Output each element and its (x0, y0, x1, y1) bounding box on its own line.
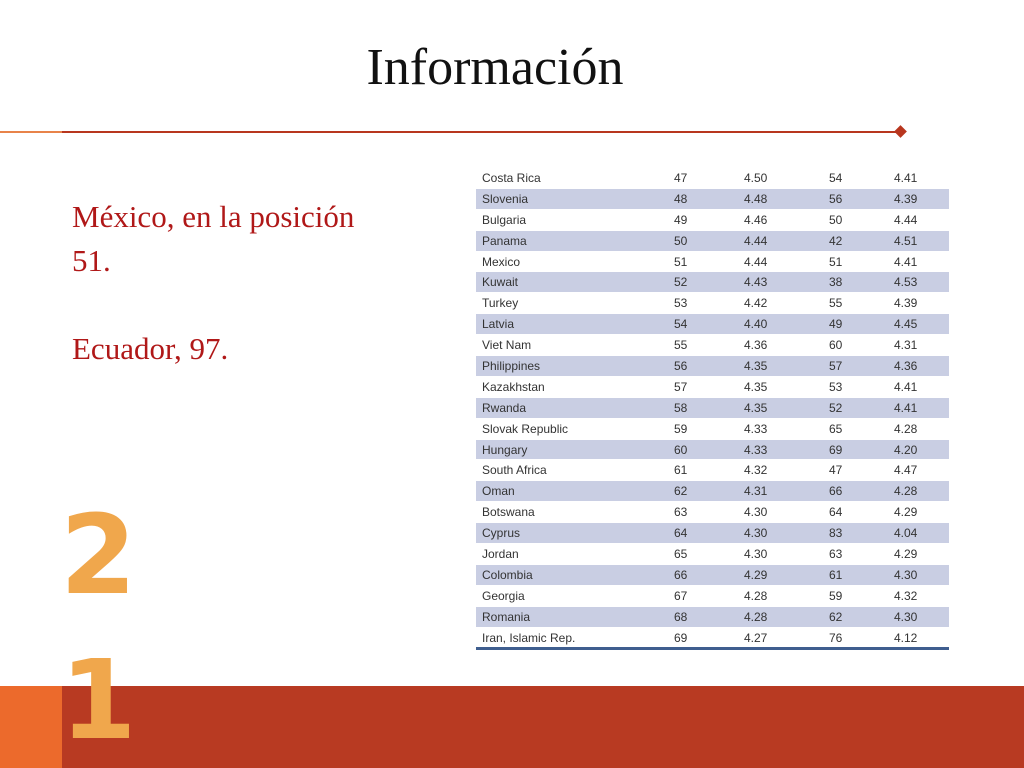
table-row (476, 272, 949, 293)
value-cell: 62 (674, 481, 744, 502)
table-row (476, 293, 949, 314)
table-row (476, 418, 949, 439)
table-row (476, 314, 949, 335)
table-row (476, 439, 949, 460)
country-cell: Romania (476, 606, 674, 627)
table-row (476, 356, 949, 377)
value-cell: 4.44 (894, 209, 949, 230)
value-cell: 4.36 (744, 335, 829, 356)
value-cell: 61 (829, 564, 894, 585)
value-cell: 59 (829, 585, 894, 606)
country-cell: Slovenia (476, 188, 674, 209)
table-row (476, 502, 949, 523)
value-cell: 4.42 (744, 293, 829, 314)
value-cell: 47 (674, 168, 744, 189)
value-cell: 4.35 (744, 397, 829, 418)
table-row (476, 460, 949, 481)
table-row (476, 188, 949, 209)
value-cell: 4.29 (894, 502, 949, 523)
value-cell: 53 (674, 293, 744, 314)
value-cell: 60 (829, 335, 894, 356)
value-cell: 52 (829, 397, 894, 418)
value-cell: 83 (829, 523, 894, 544)
table-bottom-rule (476, 647, 949, 650)
value-cell: 52 (674, 272, 744, 293)
value-cell: 4.32 (894, 585, 949, 606)
value-cell: 63 (674, 502, 744, 523)
value-cell: 69 (829, 439, 894, 460)
value-cell: 4.41 (894, 251, 949, 272)
country-cell: Hungary (476, 439, 674, 460)
value-cell: 4.32 (744, 460, 829, 481)
value-cell: 4.31 (744, 481, 829, 502)
value-cell: 66 (829, 481, 894, 502)
value-cell: 4.28 (744, 606, 829, 627)
value-cell: 48 (674, 188, 744, 209)
body-line-mexico: México, en la posición (72, 199, 355, 234)
value-cell: 4.45 (894, 314, 949, 335)
title-rule-accent (0, 131, 62, 133)
body-line-rank: 51. (72, 243, 111, 278)
footer-band (0, 686, 1024, 768)
value-cell: 4.28 (894, 481, 949, 502)
value-cell: 56 (829, 188, 894, 209)
ranking-table-body (476, 168, 949, 648)
value-cell: 4.53 (894, 272, 949, 293)
body-line-ecuador: Ecuador, 97. (72, 331, 229, 366)
table-row (476, 627, 949, 647)
value-cell: 64 (674, 523, 744, 544)
value-cell: 4.30 (894, 606, 949, 627)
value-cell: 60 (674, 439, 744, 460)
value-cell: 69 (674, 627, 744, 647)
table-row (476, 606, 949, 627)
table-row (476, 481, 949, 502)
value-cell: 59 (674, 418, 744, 439)
table-row (476, 544, 949, 565)
title-rule (62, 131, 900, 133)
country-cell: Slovak Republic (476, 418, 674, 439)
value-cell: 4.51 (894, 230, 949, 251)
value-cell: 4.30 (744, 502, 829, 523)
value-cell: 4.47 (894, 460, 949, 481)
table-row (476, 523, 949, 544)
value-cell: 4.46 (744, 209, 829, 230)
value-cell: 4.04 (894, 523, 949, 544)
value-cell: 4.31 (894, 335, 949, 356)
value-cell: 53 (829, 376, 894, 397)
value-cell: 4.33 (744, 439, 829, 460)
country-cell: South Africa (476, 460, 674, 481)
table-row (476, 564, 949, 585)
country-cell: Latvia (476, 314, 674, 335)
value-cell: 54 (674, 314, 744, 335)
value-cell: 4.35 (744, 376, 829, 397)
country-cell: Oman (476, 481, 674, 502)
value-cell: 4.35 (744, 356, 829, 377)
value-cell: 50 (674, 230, 744, 251)
value-cell: 4.27 (744, 627, 829, 647)
value-cell: 4.36 (894, 356, 949, 377)
country-cell: Viet Nam (476, 335, 674, 356)
value-cell: 66 (674, 564, 744, 585)
country-cell: Iran, Islamic Rep. (476, 627, 674, 647)
value-cell: 4.29 (744, 564, 829, 585)
value-cell: 51 (829, 251, 894, 272)
value-cell: 47 (829, 460, 894, 481)
value-cell: 38 (829, 272, 894, 293)
value-cell: 4.20 (894, 439, 949, 460)
table-row (476, 585, 949, 606)
value-cell: 4.12 (894, 627, 949, 647)
country-cell: Jordan (476, 544, 674, 565)
country-cell: Philippines (476, 356, 674, 377)
value-cell: 50 (829, 209, 894, 230)
body-text (72, 195, 442, 371)
value-cell: 56 (674, 356, 744, 377)
footer-band-accent (0, 686, 62, 768)
value-cell: 63 (829, 544, 894, 565)
value-cell: 4.30 (744, 523, 829, 544)
value-cell: 4.39 (894, 293, 949, 314)
value-cell: 4.41 (894, 376, 949, 397)
country-cell: Bulgaria (476, 209, 674, 230)
value-cell: 57 (674, 376, 744, 397)
table-row (476, 230, 949, 251)
value-cell: 4.40 (744, 314, 829, 335)
value-cell: 4.50 (744, 168, 829, 189)
value-cell: 4.39 (894, 188, 949, 209)
table-row (476, 168, 949, 189)
value-cell: 76 (829, 627, 894, 647)
value-cell: 4.29 (894, 544, 949, 565)
country-cell: Costa Rica (476, 168, 674, 189)
country-cell: Colombia (476, 564, 674, 585)
value-cell: 61 (674, 460, 744, 481)
value-cell: 64 (829, 502, 894, 523)
value-cell: 4.44 (744, 251, 829, 272)
slide-title: Información (366, 39, 624, 96)
value-cell: 42 (829, 230, 894, 251)
value-cell: 62 (829, 606, 894, 627)
value-cell: 55 (829, 293, 894, 314)
value-cell: 49 (674, 209, 744, 230)
value-cell: 4.41 (894, 168, 949, 189)
value-cell: 67 (674, 585, 744, 606)
country-cell: Kuwait (476, 272, 674, 293)
value-cell: 65 (674, 544, 744, 565)
value-cell: 54 (829, 168, 894, 189)
table-row (476, 209, 949, 230)
country-cell: Panama (476, 230, 674, 251)
value-cell: 58 (674, 397, 744, 418)
table-row (476, 376, 949, 397)
table-row (476, 397, 949, 418)
country-cell: Mexico (476, 251, 674, 272)
ranking-table (476, 167, 949, 650)
value-cell: 55 (674, 335, 744, 356)
country-cell: Botswana (476, 502, 674, 523)
country-cell: Cyprus (476, 523, 674, 544)
value-cell: 4.30 (894, 564, 949, 585)
value-cell: 4.41 (894, 397, 949, 418)
value-cell: 4.33 (744, 418, 829, 439)
value-cell: 49 (829, 314, 894, 335)
value-cell: 57 (829, 356, 894, 377)
value-cell: 4.43 (744, 272, 829, 293)
value-cell: 4.28 (744, 585, 829, 606)
rule-diamond-icon (894, 125, 907, 138)
slide-number-digit-1: 2 (60, 491, 137, 619)
value-cell: 68 (674, 606, 744, 627)
value-cell: 4.48 (744, 188, 829, 209)
country-cell: Kazakhstan (476, 376, 674, 397)
value-cell: 4.44 (744, 230, 829, 251)
value-cell: 4.30 (744, 544, 829, 565)
slide-number-digit-2: 1 (60, 636, 137, 764)
table-row (476, 335, 949, 356)
value-cell: 51 (674, 251, 744, 272)
value-cell: 65 (829, 418, 894, 439)
table-row (476, 251, 949, 272)
value-cell: 4.28 (894, 418, 949, 439)
country-cell: Georgia (476, 585, 674, 606)
country-cell: Rwanda (476, 397, 674, 418)
country-cell: Turkey (476, 293, 674, 314)
